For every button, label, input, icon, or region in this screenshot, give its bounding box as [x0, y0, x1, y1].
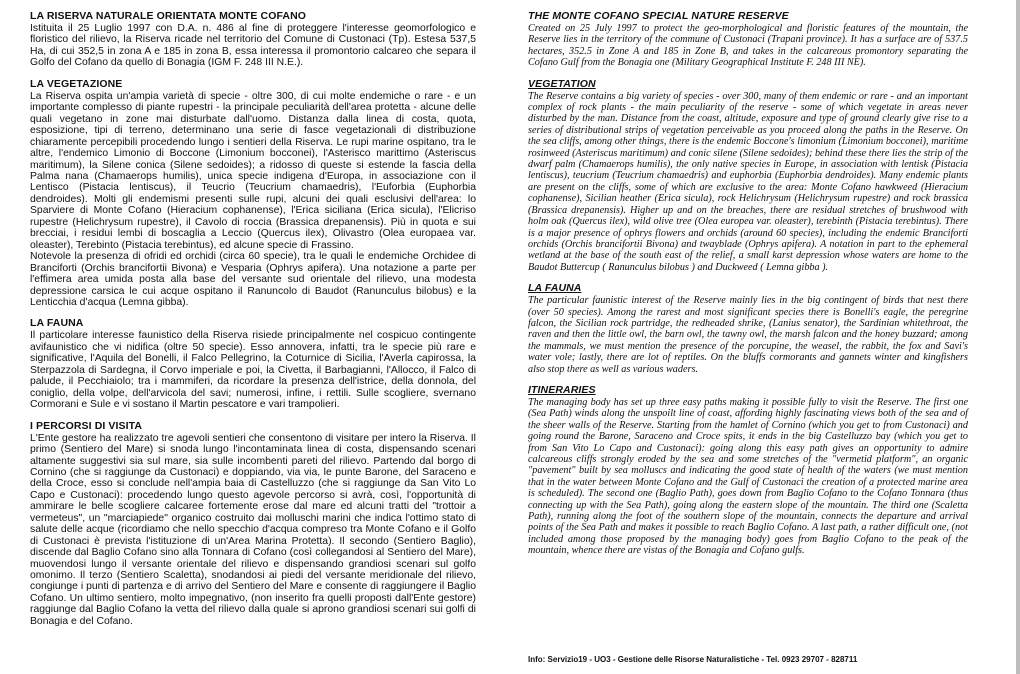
info-footer: Info: Servizio19 - UO3 - Gestione delle Risorse Naturalistiche - Tel. 0923 29707 - 828711 — [528, 655, 858, 664]
heading-riserva: LA RISERVA NATURALE ORIENTATA MONTE COFANO — [30, 10, 307, 22]
heading-vegetazione: LA VEGETAZIONE — [30, 77, 123, 90]
heading-itineraries: ITINERARIES — [528, 383, 596, 396]
italian-column — [30, 10, 476, 636]
text-fauna-en: The particular faunistic interest of the Reserve mainly lies in the big contingent of birds that nest there (over 50 species). Among the rarest and most significant species there is Bonelli's eagle, the peregrine falcon, the Sicilian rock partridge, the redheaded shrike, (Lanius senator), the Sardinian whitethroat, the raven and then the little owl, the barn owl, the tawny owl, the marsh falcon and the honey buzzard; among the mammals, we must mention the presence of the porcupine, the weasel, the rabbit, the fox and Savi's water vole; lastly, there are lot of reptiles. On the bluffs cormorants and gannets winter and kingfishers also stop there as well as various waders. — [528, 295, 968, 375]
text-vegetazione-2: Notevole la presenza di ofridi ed orchidi (circa 60 specie), tra le quali le endemiche Orchidee di Branciforti (Orchis brancifortii Bivona) e Vesparia (Ophrys apifera). Una notazione a parte per l'effimera area umida posta alla base del versante sud orientale del rilievo, una modesta depressione carsica le cui acque ospitano il Ranuncolo di Baudot (Ranunculus bilobus) e la Lenticchia d'acqua (Lemna gibba). — [30, 251, 476, 308]
heading-fauna-en: LA FAUNA — [528, 282, 582, 295]
heading-reserve: THE MONTE COFANO SPECIAL NATURE RESERVE — [528, 10, 789, 22]
text-reserve: Created on 25 July 1997 to protect the geo-morphological and floristic features of the mountain, the Reserve lies in the territory of the commune of Custonaci (Trapani province). It has a surface are of 537.5 hectares, 352.5 in Zone A and 185 in Zone B, and takes in the calcareous promontory separating the Cofano Gulf from the Bonagia one (Military Geographical Institute F. 248 III NE). — [528, 23, 968, 69]
text-riserva: Istituita il 25 Luglio 1997 con D.A. n. 486 al fine di proteggere l'interesse geomorfologico e floristico del rilievo, la Riserva ricade nel territorio del Comune di Custonaci (Tp). Estesa 537,5 Ha, di cui 352,5 in zona A e 185 in zona B, essa interessa il promontorio calcareo che separa il Golfo del Cofano da quello di Bonagia (IGM F. 248 III N.E.). — [30, 23, 476, 69]
text-fauna-it: Il particolare interesse faunistico della Riserva risiede principalmente nel cospicuo contingente avifaunistico che vi nidifica (oltre 50 specie). Esso annovera, infatti, tra le specie più rare e significative, l'Aquila del Bonelli, il Falco Pellegrino, la Coturnice di Sicilia, l'Averla capirossa, la Sterpazzola di Sardegna, il Corvo imperiale e poi, la Civetta, il Barbagianni, l'Allocco, il Falco di palude, il Pecchiaiolo; tra i mammiferi, da ricordare la presenza dell'istrice, della donnola, del coniglio, della volpe, dell'arvicola del savi; numerosi, infine, i rettili. Sulle scogliere, svernano Cormorani e Sule e vi sostano il Martin pescatore e vari trampolieri. — [30, 330, 476, 411]
section-reserve — [528, 10, 968, 69]
page-edge — [1016, 0, 1020, 674]
section-percorsi — [30, 420, 476, 628]
section-fauna-it — [30, 317, 476, 410]
text-percorsi: L'Ente gestore ha realizzato tre agevoli sentieri che consentono di visitare per intero la Riserva. Il primo (Sentiero del Mare) si snoda lungo l'incontaminata linea di costa, dispensando scenari altamente suggestivi sia sul mare, sia sulle incombenti pareti del rilievo. Partendo dal borgo di Cornino (che si raggiunge da Custonaci) e doppiando, via via, le punte Barone, del Saraceno e della Croce, esso si conclude nell'ampia baia di Castelluzzo (che si raggiunge da San Vito Lo Capo e Custonaci): procedendo lungo questo agevole percorso si avrà, così, l'opportunità di ammirare le belle scogliere calcaree fortemente erose dal mare ed alcuni tratti del "trottoir a vermeteus", un "marciapiede" organico costruito dai molluschi marini che indica l'ottimo stato di salute delle acque (ricordiamo che nello specchio d'acqua compreso tra Monte Cofano e il Golfo di Custonaci è prevista l'istituzione di un'Area Marina Protetta). Il secondo (Sentiero Baglio), discende dal Baglio Cofano sino alla Tonnara di Cofano (così collegandosi al Sentiero del Mare), muovendosi lungo il versante orientale del rilievo e dispensando grandiosi scenari sul golfo omonimo. Il terzo (Sentiero Scaletta), snodandosi ai piedi del versante meridionale del rilievo, congiunge i punti di partenza e di arrivo del Sentiero del Mare e consente di raggiungere il Baglio Cofano. Un ultimo sentiero, molto impegnativo, (non inserito fra quelli proposti dall'Ente gestore) raggiunge dal Baglio Cofano la vetta del rilievo dalla quale si aprono grandiosi scenari sui golfi di Bonagia e del Cofano. — [30, 432, 476, 627]
section-vegetation — [528, 78, 968, 274]
english-column — [528, 10, 968, 566]
section-itineraries — [528, 384, 968, 557]
text-itineraries: The managing body has set up three easy paths making it possible fully to visit the Reserve. The first one (Sea Path) winds along the unspoilt line of coast, affording highly fascinating views both of the sea and of the sheer walls of the Reserve. Starting from the hamlet of Cornino (which you get to from Custonaci) and going round the Barone, Saraceno and Croce spits, it ends in the big Castelluzzo bay (which you get to from San Vito Lo Capo and Custonaci): going along this easy path gives an opportunity to admire calcareous cliffs strongly eroded by the sea and some stretches of the "vermetid platform", an organic "pavement" built by sea molluscs and indicating the good state of health of the waters (we must mention that in the water between Monte Cofano and the Gulf of Custonaci the creation of a protected marine area is scheduled). The second one (Baglio Path), goes down from Baglio Cofano to the Cofano Tonnara (thus connecting up with the Sea Path), going along the eastern slope of the mountain. The third one (Scaletta Path), running along the foot of the southern slope of the mountain, connects the departure and arrival points of the Sea Path and makes it possible to reach Baglio Cofano. A last path, a rather difficult one, (not included among those proposed by the managing body) goes from Baglio Cofano to the peak of the mountain, whence there are vistas of the Bonagia and Cofano gulfs. — [528, 396, 968, 557]
heading-fauna-it: LA FAUNA — [30, 317, 84, 330]
heading-vegetation: VEGETATION — [528, 77, 596, 90]
section-fauna-en — [528, 282, 968, 375]
section-vegetazione — [30, 78, 476, 309]
text-vegetation: The Reserve contains a big variety of species - over 300, many of them endemic or rare - and an important complex of rock plants - the main peculiarity of the reserve - some of which vegetate in areas never disturbed by the man. Distance from the coast, altitude, exposure and type of ground clearly give rise to a series of distributional strips of vegetation perceivable as you proceed along the paths in the Reserve. On the sea cliffs, among other things, there is the endemic Boccone's limonium (Limonium bocconei), maritime rosinweed (Asteriscus maritimum) and conic silene (Silene sedoides); behind these there lies the strip of the dwarf palm (Chamaerops humilis), the only native species in Europe, in association with lentisk (Pistacia lentiscus), teucrium (Teucrium chamaedris) and euphorbia (Euphorbia dendroides). Many endemic plants are present on the cliffs, some of which are exclusive to the area: Monte Cofano hawkweed (Hieracium cophanense), Sicilian heather (Erica sicula), rock Helichrysum (Helichrysum rupestre) and rock brassica (Brassica drepanensis). Higher up and on the breaches, there are residual stretches of brushwood with holm oak (Quercus ilex), wild olive tree (Olea europea var. oleaster), terebinth (Pistacia terebintus). There is a major presence of ophrys flowers and orchids (around 60 species), including the endemic Branciforti orchids (Orchis brancifortii Bivona) and twayblade (Ophrys apifera). A notation in part to the ephemeral wetland at the base of the south east of the relief, a small karst depression whose waters are home to the Baudot Buttercup ( Ranunculus bilobus ) and Duckweed ( Lemna gibba ). — [528, 90, 968, 273]
text-vegetazione: La Riserva ospita un'ampia varietà di specie - oltre 300, di cui molte endemiche o rare - e un importante complesso di piante rupestri - la principale peculiarità dell'area protetta - alcune delle quali vegetano in zone mai disturbate dall'uomo. Distanza dalla linea di costa, quota, esposizione, tipi di terreno, determinano una serie di fasce vegetazionali di distribuzione chiaramente percepibili procedendo lungo i sentieri della Riserva. Le rupi marine ospitano, tra le altre, l'endemico Limonio di Boccone (Limonium bocconei), l'Asterisco marittimo (Asteriscus maritimum), la Silene conica (Silene sedoides); a ridosso di queste si estende la fascia della Palma nana (Chamaerops humilis), unica specie indigena d'Europa, in associazione con il Lentisco (Pistacia lentiscus), il Teucrio (Teucrium chamaedris), l'Euforbia (Euphorbia dendroides). Molti gli endemismi presenti sulle rupi, alcuni dei quali esclusivi dell'area: lo Sparviere di Monte Cofano (Hieracium cophanense), l'Erica siciliana (Erica sicula), l'Elicriso rupestre (Helichrysum rupestre), il Cavolo di roccia (Brassica drepanensis). Più in quota e sui brecciai, i residui lembi di boscaglia a Leccio (Quercus ilex), Olivastro (Olea europaea var. oleaster), Terebinto (Pistacia terebintus), ed alcune specie di Frassino. — [30, 90, 476, 251]
heading-percorsi: I PERCORSI DI VISITA — [30, 419, 143, 432]
section-riserva — [30, 10, 476, 69]
